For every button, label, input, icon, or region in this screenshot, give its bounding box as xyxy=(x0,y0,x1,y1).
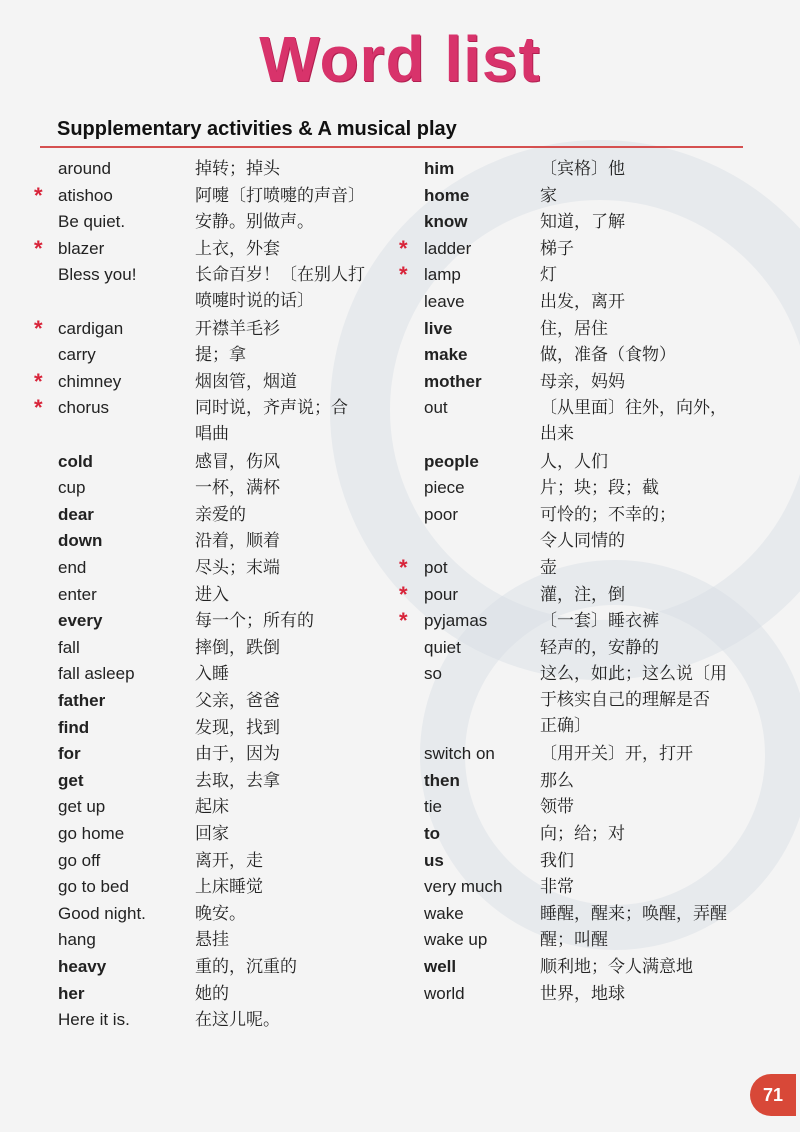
meaning-line: 领带 xyxy=(540,797,574,817)
chinese-meaning xyxy=(195,262,395,314)
meaning-line: 摔倒，跌倒 xyxy=(195,637,280,657)
meaning-line: 〔一套〕睡衣裤 xyxy=(540,611,659,631)
page-number-badge: 71 xyxy=(750,1074,796,1116)
english-word: find xyxy=(58,717,90,737)
meaning-line: 〔从里面〕往外，向外， xyxy=(540,398,727,418)
chinese-meaning xyxy=(195,768,395,794)
english-word: atishoo xyxy=(58,185,113,205)
english-word: lamp xyxy=(424,265,461,285)
chinese-meaning xyxy=(195,688,395,714)
meaning-line: 一杯，满杯 xyxy=(195,478,280,498)
meaning-line: 她的 xyxy=(195,983,229,1003)
english-word: get up xyxy=(58,797,106,817)
chinese-meaning xyxy=(540,555,760,581)
chinese-meaning xyxy=(195,954,395,980)
meaning-line: 亲爱的 xyxy=(195,504,246,524)
chinese-meaning xyxy=(540,927,760,953)
star-marker-icon: * xyxy=(399,235,408,261)
english-word: out xyxy=(424,398,448,418)
english-word: fall asleep xyxy=(58,664,135,684)
meaning-line: 回家 xyxy=(195,824,229,843)
chinese-meaning xyxy=(195,741,395,767)
english-word: father xyxy=(58,691,106,710)
meaning-line: 发现，找到 xyxy=(195,717,280,737)
meaning-line: 睡醒，醒来；唤醒，弄醒 xyxy=(540,903,727,923)
english-word: well xyxy=(424,957,457,976)
chinese-meaning xyxy=(195,449,395,475)
chinese-meaning xyxy=(195,848,395,874)
chinese-meaning xyxy=(540,874,760,900)
english-word: pour xyxy=(424,584,459,604)
meaning-line: 沿着，顺着 xyxy=(195,531,280,551)
english-word: Bless you! xyxy=(58,265,137,285)
english-word: enter xyxy=(58,584,97,604)
chinese-meaning xyxy=(540,183,760,209)
english-word: then xyxy=(424,770,460,790)
english-word: to xyxy=(424,824,441,843)
meaning-line: 出来 xyxy=(540,424,574,444)
english-word: pyjamas xyxy=(424,611,488,631)
meaning-line: 知道，了解 xyxy=(540,212,625,232)
chinese-meaning xyxy=(195,874,395,900)
star-marker-icon: * xyxy=(34,315,43,341)
chinese-meaning xyxy=(540,395,760,447)
meaning-line: 向；给；对 xyxy=(540,824,625,843)
meaning-line: 阿嚏〔打喷嚏的声音〕 xyxy=(195,185,365,205)
meaning-line: 上床睡觉 xyxy=(195,877,263,897)
meaning-line: 晚安。 xyxy=(195,903,246,923)
star-marker-icon: * xyxy=(34,368,43,394)
english-word: tie xyxy=(424,797,442,817)
english-word: end xyxy=(58,558,87,577)
meaning-line: 令人同情的 xyxy=(540,530,625,550)
english-word: fall xyxy=(58,637,80,657)
meaning-line: 烟囱管，烟道 xyxy=(195,371,297,391)
english-word: Good night. xyxy=(58,903,146,923)
chinese-meaning xyxy=(195,715,395,741)
meaning-line: 做，准备（食物） xyxy=(540,345,676,365)
english-word: very much xyxy=(424,877,503,897)
english-word: know xyxy=(424,212,468,232)
english-word: poor xyxy=(424,504,459,524)
meaning-line: 喷嚏时说的话〕 xyxy=(195,291,314,311)
meaning-line: 尽头；末端 xyxy=(195,558,280,577)
english-word: ladder xyxy=(424,238,472,258)
english-word: heavy xyxy=(58,957,107,976)
english-word: cup xyxy=(58,478,86,498)
chinese-meaning xyxy=(195,209,395,235)
chinese-meaning xyxy=(540,209,760,235)
meaning-line: 那么 xyxy=(540,770,574,790)
meaning-line: 这么，如此；这么说〔用 xyxy=(540,664,727,684)
chinese-meaning xyxy=(540,156,760,182)
english-word: make xyxy=(424,345,468,365)
meaning-line: 轻声的，安静的 xyxy=(540,637,659,657)
english-word: cardigan xyxy=(58,318,124,338)
star-marker-icon: * xyxy=(34,235,43,261)
meaning-line: 片；块；段；截 xyxy=(540,478,659,498)
meaning-line: 提；拿 xyxy=(195,345,246,365)
meaning-line: 在这儿呢。 xyxy=(195,1010,280,1030)
meaning-line: 安静。别做声。 xyxy=(195,212,314,232)
chinese-meaning xyxy=(195,608,395,634)
meaning-line: 掉转；掉头 xyxy=(195,159,280,178)
chinese-meaning xyxy=(540,502,760,554)
english-word: quiet xyxy=(424,637,461,657)
section-subtitle: Supplementary activities & A musical play xyxy=(57,118,457,140)
chinese-meaning xyxy=(540,582,760,608)
english-word: chorus xyxy=(58,398,110,418)
meaning-line: 上衣，外套 xyxy=(195,238,280,258)
english-word: blazer xyxy=(58,238,105,258)
meaning-line: 我们 xyxy=(540,850,574,870)
chinese-meaning xyxy=(195,156,395,182)
english-word: cold xyxy=(58,451,93,471)
meaning-line: 长命百岁！〔在别人打 xyxy=(195,265,365,285)
english-word: every xyxy=(58,611,103,631)
meaning-line: 入睡 xyxy=(195,664,229,684)
meaning-line: 〔宾格〕他 xyxy=(540,159,625,178)
meaning-line: 每一个；所有的 xyxy=(195,611,314,631)
chinese-meaning xyxy=(195,821,395,847)
english-word: Here it is. xyxy=(58,1010,130,1030)
star-marker-icon: * xyxy=(399,608,408,634)
chinese-meaning xyxy=(195,528,395,554)
meaning-line: 灯 xyxy=(540,265,557,285)
chinese-meaning xyxy=(540,289,760,315)
meaning-line: 〔用开关〕开，打开 xyxy=(540,744,693,764)
star-marker-icon: * xyxy=(34,395,43,421)
chinese-meaning xyxy=(540,794,760,820)
meaning-line: 于核实自己的理解是否 xyxy=(540,690,710,710)
english-word: home xyxy=(424,185,470,205)
english-word: pot xyxy=(424,558,448,577)
chinese-meaning xyxy=(540,262,760,288)
chinese-meaning xyxy=(540,981,760,1007)
chinese-meaning xyxy=(540,954,760,980)
meaning-line: 住，居住 xyxy=(540,318,608,338)
meaning-line: 感冒，伤风 xyxy=(195,451,280,471)
chinese-meaning xyxy=(195,1007,395,1033)
english-word: people xyxy=(424,451,479,471)
chinese-meaning xyxy=(195,502,395,528)
page-title: Word list xyxy=(259,23,541,95)
chinese-meaning xyxy=(195,316,395,342)
english-word: piece xyxy=(424,478,465,498)
meaning-line: 世界，地球 xyxy=(540,983,625,1003)
meaning-line: 出发，离开 xyxy=(540,292,625,311)
chinese-meaning xyxy=(195,369,395,395)
english-word: around xyxy=(58,159,111,178)
english-word: carry xyxy=(58,345,96,365)
chinese-meaning xyxy=(195,901,395,927)
chinese-meaning xyxy=(540,661,760,739)
chinese-meaning xyxy=(540,475,760,501)
meaning-line: 进入 xyxy=(195,584,229,604)
chinese-meaning xyxy=(540,316,760,342)
chinese-meaning xyxy=(540,449,760,475)
english-word: hang xyxy=(58,930,96,950)
meaning-line: 母亲，妈妈 xyxy=(540,371,625,391)
chinese-meaning xyxy=(195,661,395,687)
chinese-meaning xyxy=(540,768,760,794)
meaning-line: 顺利地；令人满意地 xyxy=(540,957,693,976)
english-word: leave xyxy=(424,292,465,311)
chinese-meaning xyxy=(195,183,395,209)
star-marker-icon: * xyxy=(34,182,43,208)
english-word: go off xyxy=(58,850,101,870)
chinese-meaning xyxy=(195,582,395,608)
chinese-meaning xyxy=(195,236,395,262)
chinese-meaning xyxy=(195,794,395,820)
meaning-line: 人，人们 xyxy=(540,451,608,471)
english-word: live xyxy=(424,318,453,338)
english-word: mother xyxy=(424,371,482,391)
chinese-meaning xyxy=(540,342,760,368)
chinese-meaning xyxy=(540,635,760,661)
meaning-line: 唱曲 xyxy=(195,424,229,444)
english-word: him xyxy=(424,159,455,178)
meaning-line: 可怜的；不幸的； xyxy=(540,504,676,524)
chinese-meaning xyxy=(540,848,760,874)
meaning-line: 正确〕 xyxy=(540,716,591,736)
meaning-line: 父亲，爸爸 xyxy=(195,691,280,710)
english-word: so xyxy=(424,664,442,684)
meaning-line: 灌，注，倒 xyxy=(540,584,625,604)
english-word: wake xyxy=(424,903,464,923)
section-divider xyxy=(40,146,743,148)
english-word: Be quiet. xyxy=(58,212,126,232)
english-word: switch on xyxy=(424,744,495,764)
meaning-line: 家 xyxy=(540,185,557,205)
english-word: chimney xyxy=(58,371,122,391)
chinese-meaning xyxy=(540,608,760,634)
chinese-meaning xyxy=(195,927,395,953)
english-word: down xyxy=(58,531,103,551)
english-word: world xyxy=(424,983,465,1003)
chinese-meaning xyxy=(540,901,760,927)
chinese-meaning xyxy=(195,981,395,1007)
chinese-meaning xyxy=(195,475,395,501)
english-word: us xyxy=(424,850,444,870)
meaning-line: 同时说，齐声说；合 xyxy=(195,398,348,418)
star-marker-icon: * xyxy=(399,555,408,580)
meaning-line: 由于，因为 xyxy=(195,744,280,764)
chinese-meaning xyxy=(195,395,395,447)
chinese-meaning xyxy=(195,555,395,581)
chinese-meaning xyxy=(195,342,395,368)
star-marker-icon: * xyxy=(399,581,408,607)
meaning-line: 壶 xyxy=(540,558,557,577)
chinese-meaning xyxy=(540,369,760,395)
meaning-line: 起床 xyxy=(195,797,229,817)
english-word: wake up xyxy=(424,930,488,950)
chinese-meaning xyxy=(540,821,760,847)
meaning-line: 去取，去拿 xyxy=(195,770,280,790)
meaning-line: 非常 xyxy=(540,877,574,897)
chinese-meaning xyxy=(540,236,760,262)
meaning-line: 开襟羊毛衫 xyxy=(195,318,280,338)
meaning-line: 离开，走 xyxy=(195,850,263,870)
english-word: get xyxy=(58,770,84,790)
english-word: her xyxy=(58,983,85,1003)
meaning-line: 悬挂 xyxy=(195,930,229,950)
meaning-line: 梯子 xyxy=(540,238,574,258)
star-marker-icon: * xyxy=(399,262,408,288)
meaning-line: 重的，沉重的 xyxy=(195,957,297,976)
chinese-meaning xyxy=(195,635,395,661)
english-word: go to bed xyxy=(58,877,129,897)
english-word: go home xyxy=(58,824,125,843)
meaning-line: 醒；叫醒 xyxy=(540,930,608,950)
chinese-meaning xyxy=(540,741,760,767)
english-word: dear xyxy=(58,504,94,524)
english-word: for xyxy=(58,744,81,764)
